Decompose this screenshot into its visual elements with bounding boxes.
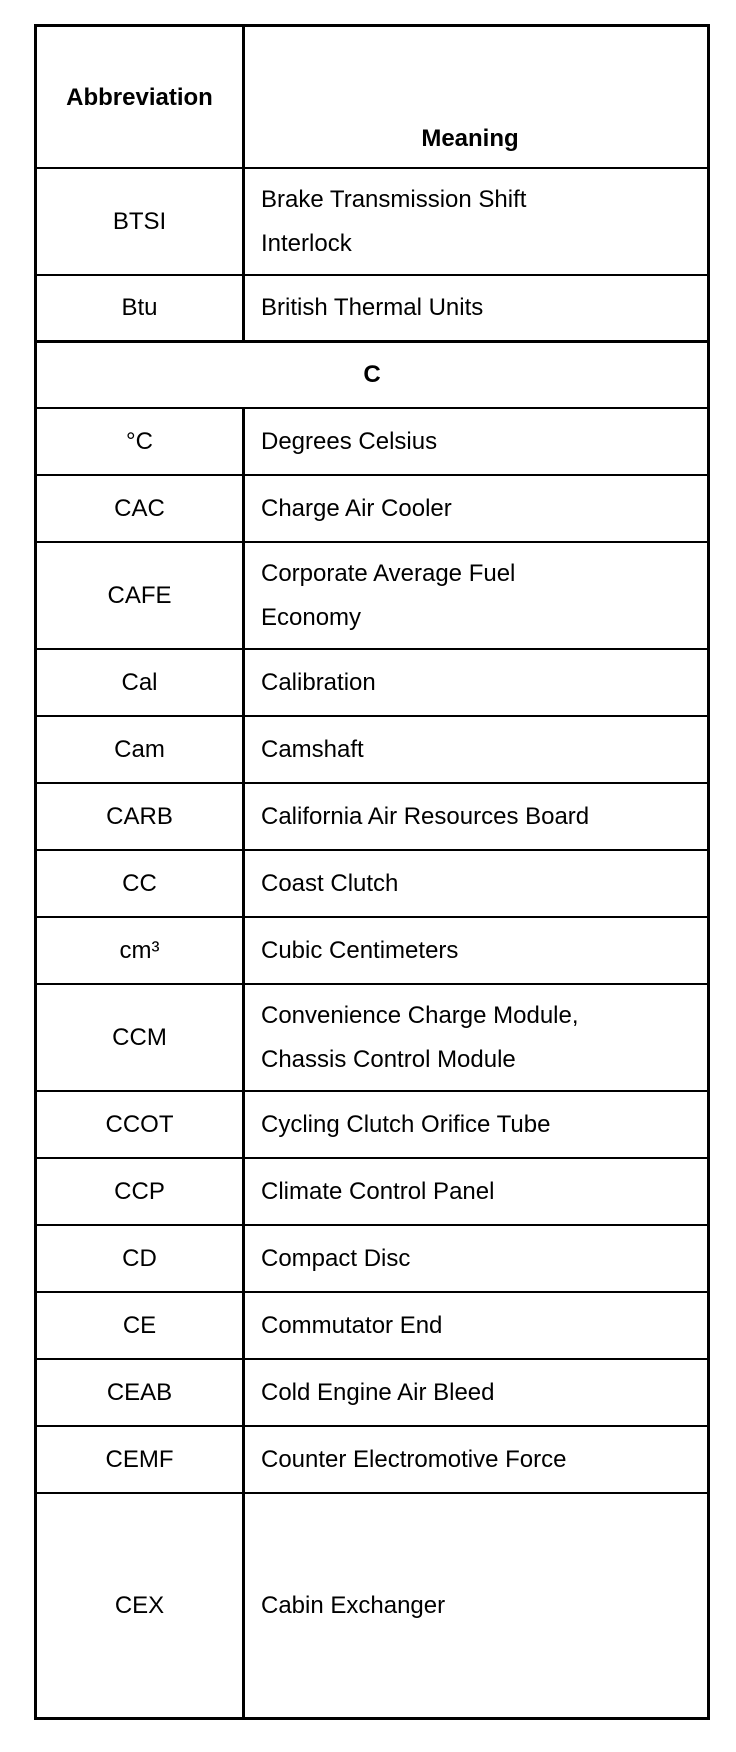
table-row	[37, 407, 707, 474]
abbreviation-header-label: Abbreviation	[66, 83, 213, 111]
table-row	[37, 1291, 707, 1358]
table-row	[37, 1425, 707, 1492]
meaning-column-header	[245, 27, 707, 167]
meaning-cell: Charge Air Cooler	[261, 494, 452, 522]
meaning-text: Brake Transmission Shift Interlock	[261, 185, 527, 257]
meaning-cell: British Thermal Units	[261, 294, 484, 321]
meaning-cell: Counter Electromotive Force	[261, 1445, 567, 1473]
abbreviation-cell: CEAB	[37, 1360, 245, 1425]
table-row	[37, 1492, 707, 1717]
abbreviation-cell: Btu	[37, 276, 245, 340]
meaning-cell: Compact Disc	[261, 1244, 411, 1272]
abbreviation-cell: cm³	[37, 918, 245, 983]
meaning-cell: Cabin Exchanger	[261, 1591, 446, 1619]
table-row	[37, 916, 707, 983]
table-row	[37, 474, 707, 541]
abbreviation-cell: CARB	[37, 784, 245, 849]
abbreviation-column-header	[37, 27, 245, 167]
abbreviation-cell: CC	[37, 851, 245, 916]
meaning-cell: Commutator End	[261, 1311, 443, 1339]
meaning-cell	[245, 543, 707, 648]
abbreviation-cell: CEMF	[37, 1427, 245, 1492]
table-row	[37, 167, 707, 274]
abbreviation-cell: CCP	[37, 1159, 245, 1224]
meaning-cell: Calibration	[261, 668, 376, 696]
meaning-text: Corporate Average Fuel Economy	[261, 559, 516, 631]
abbreviation-cell: CAC	[37, 476, 245, 541]
abbreviation-cell: BTSI	[37, 169, 245, 274]
table-row	[37, 849, 707, 916]
meaning-cell	[245, 169, 707, 274]
meaning-cell: Cycling Clutch Orifice Tube	[261, 1110, 551, 1138]
meaning-cell	[245, 985, 707, 1090]
table-row	[37, 1090, 707, 1157]
abbreviation-cell: CE	[37, 1293, 245, 1358]
table-row	[37, 648, 707, 715]
abbreviation-cell: Cal	[37, 650, 245, 715]
table-row	[37, 983, 707, 1090]
table-row	[37, 541, 707, 648]
meaning-cell: Camshaft	[261, 735, 364, 763]
abbreviation-cell: °C	[37, 409, 245, 474]
section-header-row	[37, 340, 707, 407]
abbreviation-cell: CCM	[37, 985, 245, 1090]
table-header-row	[37, 27, 707, 167]
meaning-header-label: Meaning	[421, 125, 519, 152]
meaning-cell: Cold Engine Air Bleed	[261, 1378, 495, 1406]
meaning-cell: Cubic Centimeters	[261, 936, 459, 964]
abbreviations-table	[34, 24, 710, 1720]
table-row	[37, 274, 707, 340]
table-row	[37, 1224, 707, 1291]
table-row	[37, 715, 707, 782]
meaning-cell: Climate Control Panel	[261, 1177, 495, 1205]
meaning-text: Convenience Charge Module, Chassis Control Module	[261, 1001, 579, 1073]
abbreviation-cell: Cam	[37, 717, 245, 782]
table-row	[37, 782, 707, 849]
abbreviation-cell: CCOT	[37, 1092, 245, 1157]
table-row	[37, 1358, 707, 1425]
abbreviation-cell: CD	[37, 1226, 245, 1291]
meaning-cell: California Air Resources Board	[261, 802, 590, 830]
meaning-cell: Degrees Celsius	[261, 427, 438, 455]
table-row	[37, 1157, 707, 1224]
abbreviation-cell: CEX	[37, 1494, 245, 1717]
abbreviation-cell: CAFE	[37, 543, 245, 648]
meaning-cell: Coast Clutch	[261, 869, 399, 897]
section-letter: C	[363, 361, 381, 388]
